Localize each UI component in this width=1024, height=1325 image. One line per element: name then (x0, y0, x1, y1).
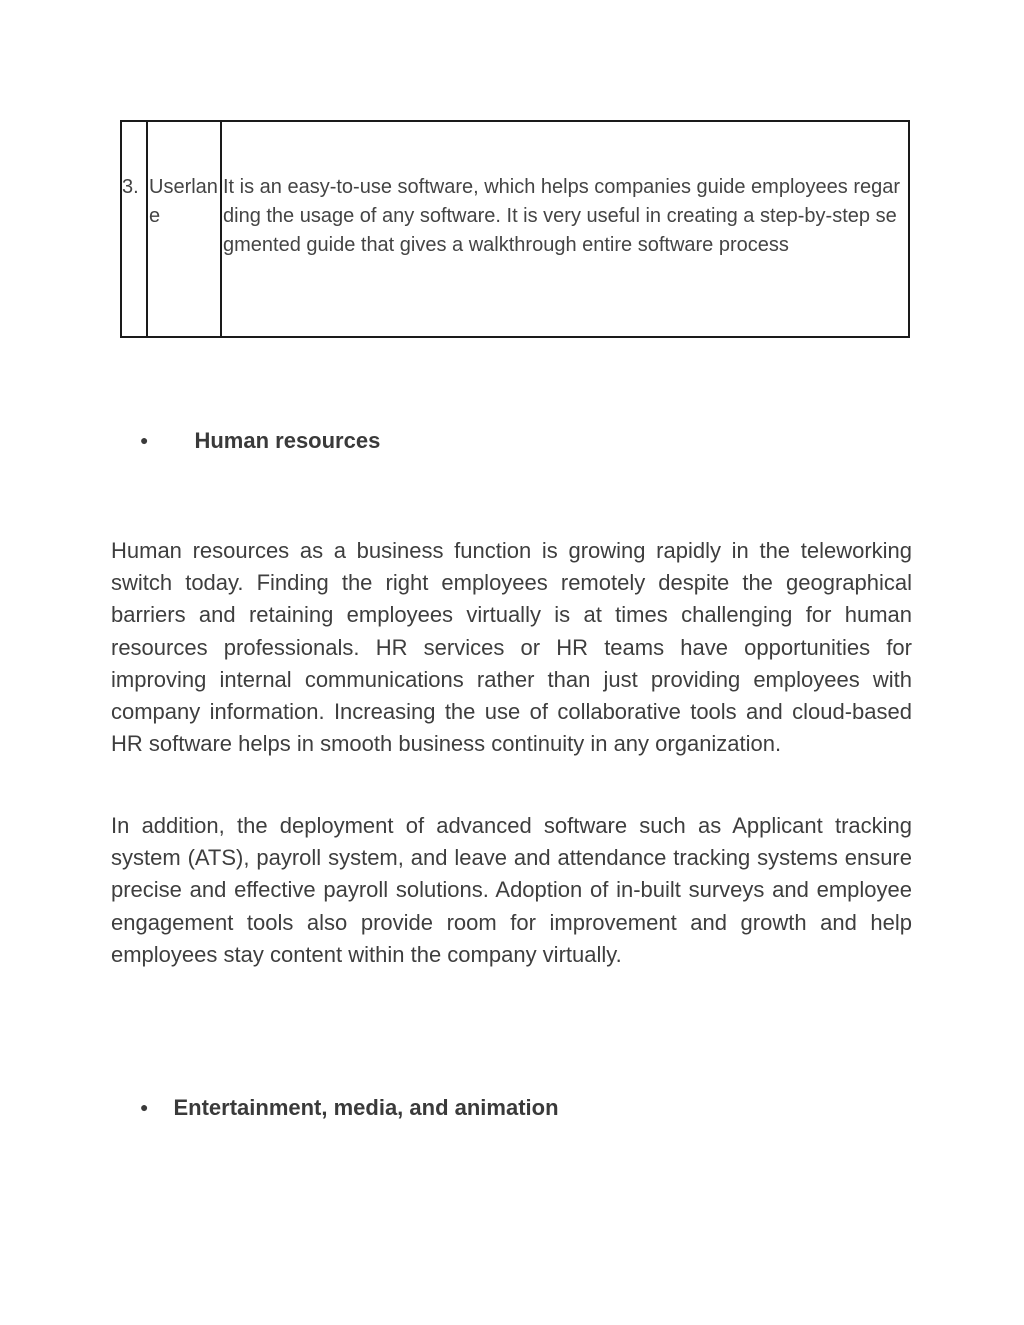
body-paragraph: Human resources as a business function is growing rapidly in the teleworking switch today. Finding the right employees remotely despite the geographical barriers and retaining employees virtually is at times challenging for human resources professionals. HR services or HR teams have opportunities for improving internal communications rather than just providing employees with company information. Increasing the use of collaborative tools and cloud-based HR software helps in smooth business continuity in any organization. (111, 538, 912, 757)
row-number-cell (121, 121, 147, 337)
section-heading-text: Human resources (194, 428, 381, 453)
body-paragraph: In addition, the deployment of advanced software such as Applicant tracking system (ATS), payroll system, and leave and attendance tracking systems ensure precise and effective payroll solutions. Adoption of in-built surveys and employee engagement tools also provide room for improvement and growth and help employees stay content within the company virtually. (111, 813, 912, 967)
row-number: 3. (122, 176, 139, 198)
software-table (120, 120, 910, 338)
bullet-icon: ● (140, 1099, 149, 1115)
software-name: Userlane (149, 176, 218, 227)
section-heading-entertainment (140, 1095, 559, 1121)
bullet-icon: ● (140, 432, 149, 448)
table-row (121, 121, 909, 337)
section-heading-human-resources (140, 428, 380, 454)
software-description: It is an easy-to-use software, which helps companies guide employees regarding the usage of any software. It is very useful in creating a step-by-step segmented guide that gives a walkthrough entire software process (223, 176, 901, 256)
software-name-cell (147, 121, 221, 337)
software-description-cell (221, 121, 909, 337)
section-heading-text: Entertainment, media, and animation (173, 1095, 559, 1120)
